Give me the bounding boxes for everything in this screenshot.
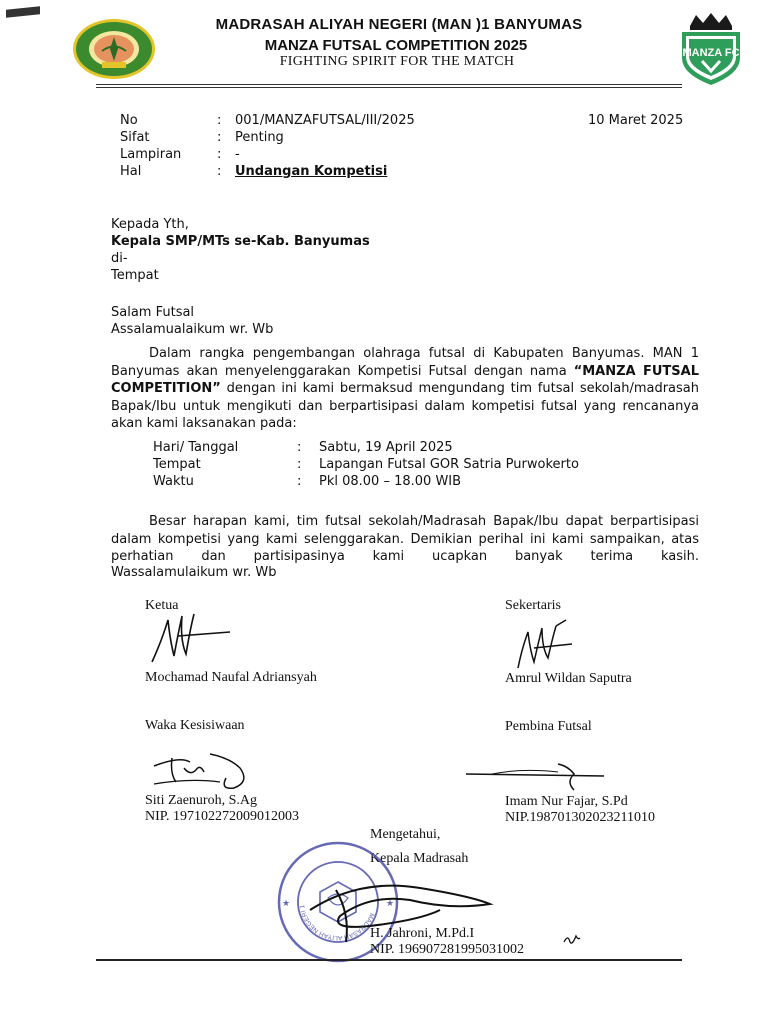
schedule-row-date: [153, 439, 673, 456]
letter-meta: [120, 112, 560, 180]
sekretaris-signature: [512, 618, 582, 672]
meta-row-sifat: [120, 129, 560, 146]
schedule-key: Waktu: [153, 474, 194, 489]
schedule-block: [153, 439, 673, 490]
schedule-value: Sabtu, 19 April 2025: [319, 440, 453, 455]
meta-key: Lampiran: [120, 147, 182, 162]
body-paragraph-1: [111, 345, 699, 433]
meta-row-no: [120, 112, 560, 129]
waka-nip: NIP. 197102272009012003: [145, 809, 300, 824]
pembina-signature: [462, 760, 612, 794]
meta-colon: :: [217, 147, 222, 162]
schedule-row-time: [153, 473, 673, 490]
recipient-name: Kepala SMP/MTs se-Kab. Banyumas: [111, 234, 370, 249]
schedule-colon: :: [297, 474, 302, 489]
ketua-name: Mochamad Naufal Adriansyah: [145, 670, 317, 685]
schedule-value: Pkl 08.00 – 18.00 WIB: [319, 474, 462, 489]
stamp-star-icon: ★: [386, 899, 395, 909]
schedule-key: Tempat: [153, 457, 201, 472]
meta-row-lampiran: [120, 146, 560, 163]
footer-divider: [96, 959, 682, 961]
meta-value: 001/MANZAFUTSAL/III/2025: [235, 113, 415, 128]
meta-key: Hal: [120, 164, 142, 179]
schedule-key: Hari/ Tanggal: [153, 440, 239, 455]
header-tagline: FIGHTING SPIRIT FOR THE MATCH: [279, 54, 515, 69]
recipient-place: Tempat: [111, 268, 159, 283]
meta-key: Sifat: [120, 130, 150, 145]
kepala-nip: NIP. 196907281995031002: [370, 942, 525, 957]
meta-colon: :: [217, 130, 222, 145]
body-p1-intro: Dalam rangka pengembangan olahraga futsal di Kabupaten Banyumas. MAN 1 Banyumas akan menyelenggarakan Kompetisi Futsal dengan nama: [111, 346, 699, 379]
header-event-title: MANZA FUTSAL COMPETITION 2025: [264, 37, 528, 54]
ketua-title: Ketua: [145, 598, 179, 613]
meta-subject: Undangan Kompetisi: [235, 164, 388, 179]
body-paragraph-2: [111, 513, 699, 566]
recipient-block: [111, 216, 611, 284]
stamp-star-icon: ★: [282, 899, 291, 909]
recipient-di: di-: [111, 251, 128, 266]
mengetahui-label: Mengetahui,: [370, 827, 441, 842]
meta-value: -: [235, 147, 240, 162]
body-p1-event-name: “MANZA FUTSAL COMPETITION”: [111, 363, 699, 396]
sekretaris-name: Amrul Wildan Saputra: [505, 671, 632, 686]
stamp-inner-text: MADRASAH ALIYAH NEGERI 1: [299, 904, 376, 942]
recipient-to: Kepada Yth,: [111, 217, 189, 232]
pembina-nip: NIP.198701302023211010: [505, 810, 655, 825]
header-divider: [96, 84, 682, 88]
schedule-colon: :: [297, 440, 302, 455]
body-p2-text: Besar harapan kami, tim futsal sekolah/Madrasah Bapak/Ibu dapat berpartisipasi dalam kompetisi yang kami selenggarakan. Demikian perihal ini kami sampaikan, atas perhatian dan partisipasinya kami ucapkan banyak terima kasih.: [111, 514, 699, 564]
ketua-signature: [148, 610, 238, 666]
greeting-salam: Salam Futsal: [111, 305, 195, 320]
pembina-name: Imam Nur Fajar, S.Pd: [505, 794, 628, 809]
letter-date: 10 Maret 2025: [588, 113, 684, 128]
stamp-outer-text: [276, 840, 400, 843]
meta-row-hal: [120, 163, 560, 180]
greeting-block: [111, 304, 511, 338]
greeting-assalamualaikum: Assalamualaikum wr. Wb: [111, 322, 274, 337]
meta-colon: :: [217, 113, 222, 128]
waka-title: Waka Kesisiwaan: [145, 718, 245, 733]
manza-fc-logo-text: MANZA FC: [682, 47, 740, 59]
schedule-colon: :: [297, 457, 302, 472]
sekretaris-title: Sekertaris: [505, 598, 561, 613]
kepala-title: Kepala Madrasah: [370, 851, 469, 866]
body-p1-rest: dengan ini kami bermaksud mengundang tim futsal sekolah/madrasah Bapak/Ibu untuk mengikuti dan berpartisipasi dalam kompetisi futsal yang rencananya akan kami laksanakan pada:: [111, 381, 699, 431]
header-institution: MADRASAH ALIYAH NEGERI (MAN )1 BANYUMAS: [215, 16, 583, 33]
pembina-title: Pembina Futsal: [505, 719, 592, 734]
kepala-name: H. Jahroni, M.Pd.I: [370, 926, 475, 941]
schedule-value: Lapangan Futsal GOR Satria Purwokerto: [319, 457, 579, 472]
schedule-row-place: [153, 456, 673, 473]
waka-signature: [150, 748, 262, 794]
meta-colon: :: [217, 164, 222, 179]
meta-value: Penting: [235, 130, 284, 145]
waka-name: Siti Zaenuroh, S.Ag: [145, 793, 257, 808]
kepala-paraf: [562, 932, 582, 948]
body-closing: Wassalamulaikum wr. Wb: [111, 565, 277, 580]
meta-key: No: [120, 113, 138, 128]
manza-fc-logo: [674, 12, 748, 86]
